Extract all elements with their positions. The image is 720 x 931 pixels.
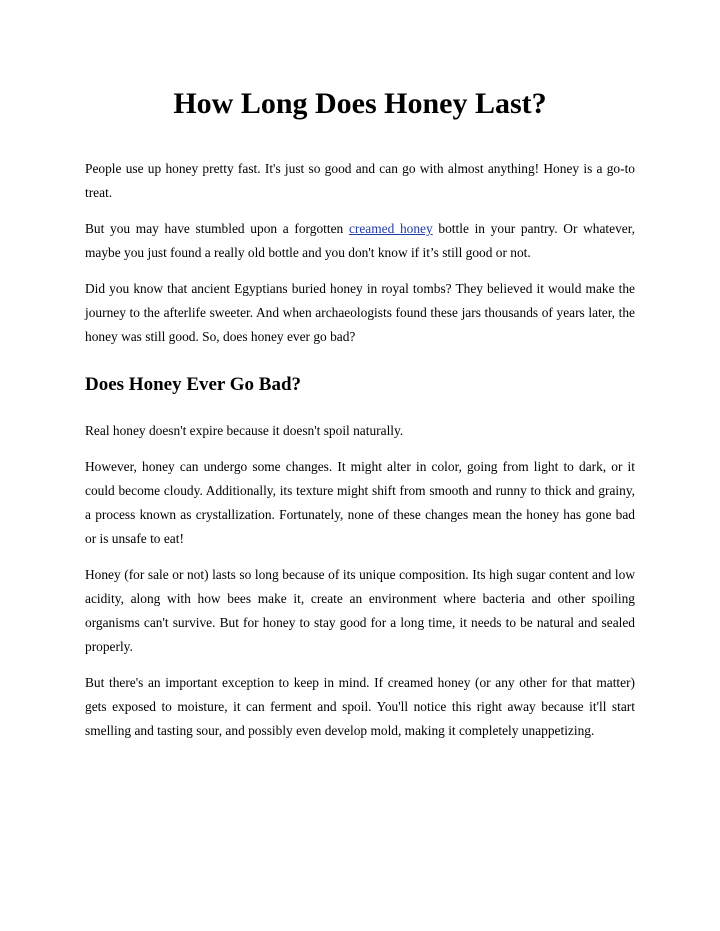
intro-paragraph-2-text-after: bottle in your pantry. Or whatever, maybe you just found a really old bottle and you don't know if it’s still good or not. xyxy=(85,221,635,260)
creamed-honey-link[interactable]: creamed honey xyxy=(348,221,433,236)
section-paragraph-3: Honey (for sale or not) lasts so long because of its unique composition. Its high sugar content and low acidity, along with how bees make it, create an environment where bacteria and other spoiling organisms can't survive. But for honey to stay good for a long time, it needs to be natural and sealed properly. xyxy=(85,567,635,654)
page-title: How Long Does Honey Last? xyxy=(173,87,547,120)
section-heading: Does Honey Ever Go Bad? xyxy=(85,374,302,395)
intro-paragraph-2 xyxy=(85,217,635,265)
intro-paragraph-1: People use up honey pretty fast. It's just so good and can go with almost anything! Honey is a go-to treat. xyxy=(85,161,635,200)
document-page xyxy=(85,86,635,743)
intro-paragraph-3: Did you know that ancient Egyptians buried honey in royal tombs? They believed it would make the journey to the afterlife sweeter. And when archaeologists found these jars thousands of years later, the honey was still good. So, does honey ever go bad? xyxy=(85,281,635,344)
section-paragraph-1: Real honey doesn't expire because it doesn't spoil naturally. xyxy=(85,423,404,438)
section-paragraph-2: However, honey can undergo some changes. It might alter in color, going from light to dark, or it could become cloudy. Additionally, its texture might shift from smooth and runny to thick and grainy, a process known as crystallization. Fortunately, none of these changes mean the honey has gone bad or is unsafe to eat! xyxy=(85,459,635,546)
section-paragraph-4: But there's an important exception to keep in mind. If creamed honey (or any other for that matter) gets exposed to moisture, it can ferment and spoil. You'll notice this right away because it'll start smelling and tasting sour, and possibly even develop mold, making it completely unappetizing. xyxy=(85,675,635,738)
intro-paragraph-2-text-before: But you may have stumbled upon a forgotten xyxy=(85,221,349,236)
